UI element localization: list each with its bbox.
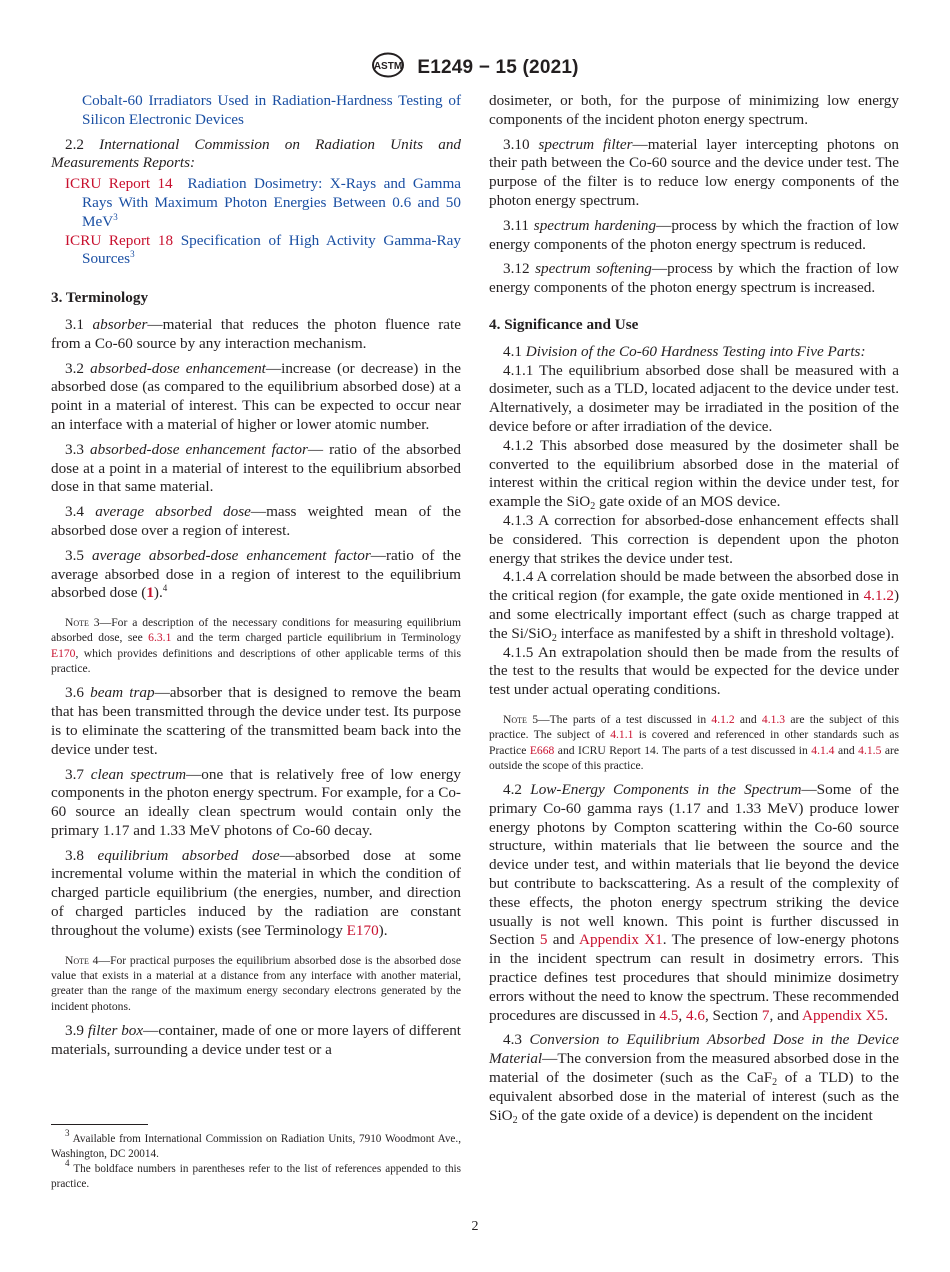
astm-logo-icon bbox=[371, 52, 405, 83]
section-4-1-1: 4.1.1 The equilibrium absorbed dose shall be measured with a dosimeter, such as a TLD, located adjacent to the device under test. Alternatively, a dosimeter may be irradiated in the position of the device before or after irradiation of the device. bbox=[489, 361, 899, 435]
link-e668[interactable]: E668 bbox=[529, 743, 555, 757]
page-number: 2 bbox=[471, 1219, 479, 1234]
page-header bbox=[0, 52, 950, 83]
note-4: Note 4—For practical purposes the equilibrium absorbed dose is the absorbed dose value that exists in a material at a distance from any interface with another material, greater than the range of the maximum energy secondary electrons generated by the incident photons. bbox=[51, 953, 462, 1013]
term-3-5: 3.5 average absorbed-dose enhancement factor—ratio of the average absorbed dose in a region of interest to the equilibrium absorbed dose (1).$^4$ bbox=[51, 546, 462, 602]
link-4-1-1[interactable]: 4.1.1 bbox=[610, 728, 634, 742]
term-3-3: 3.3 absorbed-dose enhancement factor— ratio of the absorbed dose at a point in a material of interest to the equilibrium absorbed dose in that same material. bbox=[51, 440, 462, 496]
standard-designation: E1249 − 15 (2021) bbox=[417, 56, 579, 78]
link-4-1-2[interactable]: 4.1.2 bbox=[863, 587, 894, 605]
term-3-11: 3.11 spectrum hardening—process by which the fraction of low energy components of the photon energy spectrum is reduced. bbox=[489, 216, 900, 253]
footnote-4: $^4$ The boldface numbers in parentheses refer to the list of references appended to this practice. bbox=[51, 1158, 461, 1190]
term-3-8: 3.8 equilibrium absorbed dose—absorbed dose at some incremental volume within the material in which the condition of charged particle equilibrium (the energies, number, and direction of charged particles induced by the radiation are constant throughout the volume) exists (see Terminology E170). bbox=[51, 846, 462, 939]
link-4-6[interactable]: 4.6 bbox=[685, 1006, 705, 1024]
section-heading-terminology: 3. Terminology bbox=[51, 289, 149, 307]
link-4-1-3[interactable]: 4.1.3 bbox=[761, 712, 786, 726]
term-3-12: 3.12 spectrum softening—process by which the fraction of low energy components of the photon energy spectrum is increased. bbox=[489, 260, 900, 297]
link-section-5[interactable]: 5 bbox=[539, 931, 548, 949]
link-appendix-x1[interactable]: Appendix X1 bbox=[579, 931, 663, 949]
svg-text:ASTM: ASTM bbox=[374, 61, 403, 72]
link-4-5[interactable]: 4.5 bbox=[659, 1006, 679, 1024]
link-4-1-4[interactable]: 4.1.4 bbox=[811, 743, 835, 757]
section-4-1-2: 4.1.2 This absorbed dose measured by the dosimeter shall be converted to the equilibrium absorbed dose in the material of interest within the critical region within the device under test, for example the SiO$_2$ gate oxide of an MOS device. bbox=[489, 436, 899, 513]
footnote-3: $^3$ Available from International Commission on Radiation Units, 7910 Woodmont Ave., Washington, DC 20014. bbox=[51, 1128, 461, 1160]
icru-report-18[interactable]: ICRU Report 18 Specification of High Activity Gamma-Ray Sources$^3$ bbox=[65, 231, 461, 268]
section-4-3: 4.3 Conversion to Equilibrium Absorbed Dose in the Device Material—The conversion from the measured absorbed dose in the material of the dosimeter (such as the CaF$_2$ of a TLD) to the equivalent absorbed dose in the material of interest (such as the SiO$_2$ of the gate oxide of a device) is dependent on the incident bbox=[489, 1031, 900, 1126]
icru-report-14[interactable]: ICRU Report 14 Radiation Dosimetry: X-Rays and Gamma Rays With Maximum Photon Energies Between 0.6 and 50 MeV$^3$ bbox=[65, 175, 462, 230]
term-3-9-continuation: dosimeter, or both, for the purpose of minimizing low energy components of the incident photon energy spectrum. bbox=[489, 92, 899, 128]
note-5: Note 5—The parts of a test discussed in 4.1.2 and 4.1.3 are the subject of this practice. The subject of 4.1.1 is covered and referenced in other standards such as Practice E668 and ICRU Report 14. The parts of a test discussed in 4.1.4 and 4.1.5 are outside the scope of this practice. bbox=[489, 712, 899, 772]
section-2-2: 2.2 International Commission on Radiation Units and Measurements Reports: bbox=[51, 135, 462, 172]
term-3-9: 3.9 filter box—container, made of one or more layers of different materials, surrounding a device under test or a bbox=[51, 1021, 462, 1058]
term-3-4: 3.4 average absorbed dose—mass weighted mean of the absorbed dose over a region of interest. bbox=[51, 503, 461, 539]
link-6-3-1[interactable]: 6.3.1 bbox=[148, 631, 172, 645]
left-column bbox=[51, 92, 461, 1065]
link-4-1-5[interactable]: 4.1.5 bbox=[858, 743, 882, 757]
reference-1-link[interactable]: 1 bbox=[146, 584, 154, 602]
section-4-1-5: 4.1.5 An extrapolation should then be made from the results of the test to the results that would be expected for the device under test under actual operating conditions. bbox=[489, 643, 899, 699]
section-4-1: 4.1 Division of the Co-60 Hardness Testing into Five Parts: bbox=[503, 342, 866, 360]
term-3-7: 3.7 clean spectrum—one that is relatively free of low energy components in the photon energy spectrum. For example, for a Co-60 source an ideally clean spectrum would contain only the primary 1.17 and 1.33 MeV photons of Co-60 decay. bbox=[51, 765, 461, 839]
link-appendix-x5[interactable]: Appendix X5 bbox=[801, 1006, 885, 1024]
term-3-10: 3.10 spectrum filter—material layer intercepting photons on their path between the Co-60 source and the device under test. The purpose of the filter is to reduce low energy components of the photon energy spectrum. bbox=[489, 135, 899, 209]
section-4-1-4: 4.1.4 A correlation should be made between the absorbed dose in the critical region (for example, the gate oxide mentioned in 4.1.2) and some electrically important effect (such as charge trapped at the Si/SiO$_2$ interface as manifested by a shift in threshold voltage). bbox=[489, 568, 899, 644]
section-4-2: 4.2 Low-Energy Components in the Spectrum—Some of the primary Co-60 gamma rays (1.17 and 1.33 MeV) produce lower energy photons by Compton scattering within the Co-60 source structure, within materials that lie between the source and the device under test, and within materials that lie beyond the device but contribute to backscattering. As a result of the complexity of these effects, the photon energy spectrum striking the device usually is not well known. This point is further discussed in Section 5 and Appendix X1. The presence of low-energy photons in the incident spectrum can result in dosimetry errors. This practice defines test procedures that should minimize dosimetry errors without the need to know the spectrum. These recommended procedures are discussed in 4.5, 4.6, Section 7, and Appendix X5. bbox=[489, 781, 899, 1024]
term-3-2: 3.2 absorbed-dose enhancement—increase (or decrease) in the absorbed dose (as compared to the equilibrium absorbed dose) at a point in a material of interest. This can be expected to occur near an interface with a material of higher or lower atomic number. bbox=[51, 359, 461, 433]
reference-continuation[interactable]: Cobalt-60 Irradiators Used in Radiation-Hardness Testing of Silicon Electronic Devices bbox=[82, 92, 461, 128]
footnotes bbox=[51, 1128, 461, 1192]
link-4-1-2-b[interactable]: 4.1.2 bbox=[711, 712, 735, 726]
link-section-7[interactable]: 7 bbox=[761, 1006, 770, 1024]
term-3-1: 3.1 absorber—material that reduces the photon fluence rate from a Co-60 source by any interaction mechanism. bbox=[51, 315, 462, 352]
link-e170-2[interactable]: E170 bbox=[346, 921, 379, 939]
note-3: Note 3—For a description of the necessary conditions for measuring equilibrium absorbed dose, see 6.3.1 and the term charged particle equilibrium in Terminology E170, which provides definitions and descriptions of other applicable terms of this practice. bbox=[51, 616, 461, 676]
section-heading-significance: 4. Significance and Use bbox=[489, 315, 639, 333]
footnote-divider bbox=[51, 1124, 148, 1125]
right-column bbox=[489, 92, 899, 1125]
section-4-1-3: 4.1.3 A correction for absorbed-dose enhancement effects shall be considered. This correction is dependent upon the photon energy that strikes the device under test. bbox=[489, 511, 899, 567]
link-e170[interactable]: E170 bbox=[51, 646, 76, 660]
term-3-6: 3.6 beam trap—absorber that is designed to remove the beam that has been transmitted through the device under test. Its purpose is to eliminate the scattering of the transmitted beam back into the device under test. bbox=[51, 684, 462, 758]
